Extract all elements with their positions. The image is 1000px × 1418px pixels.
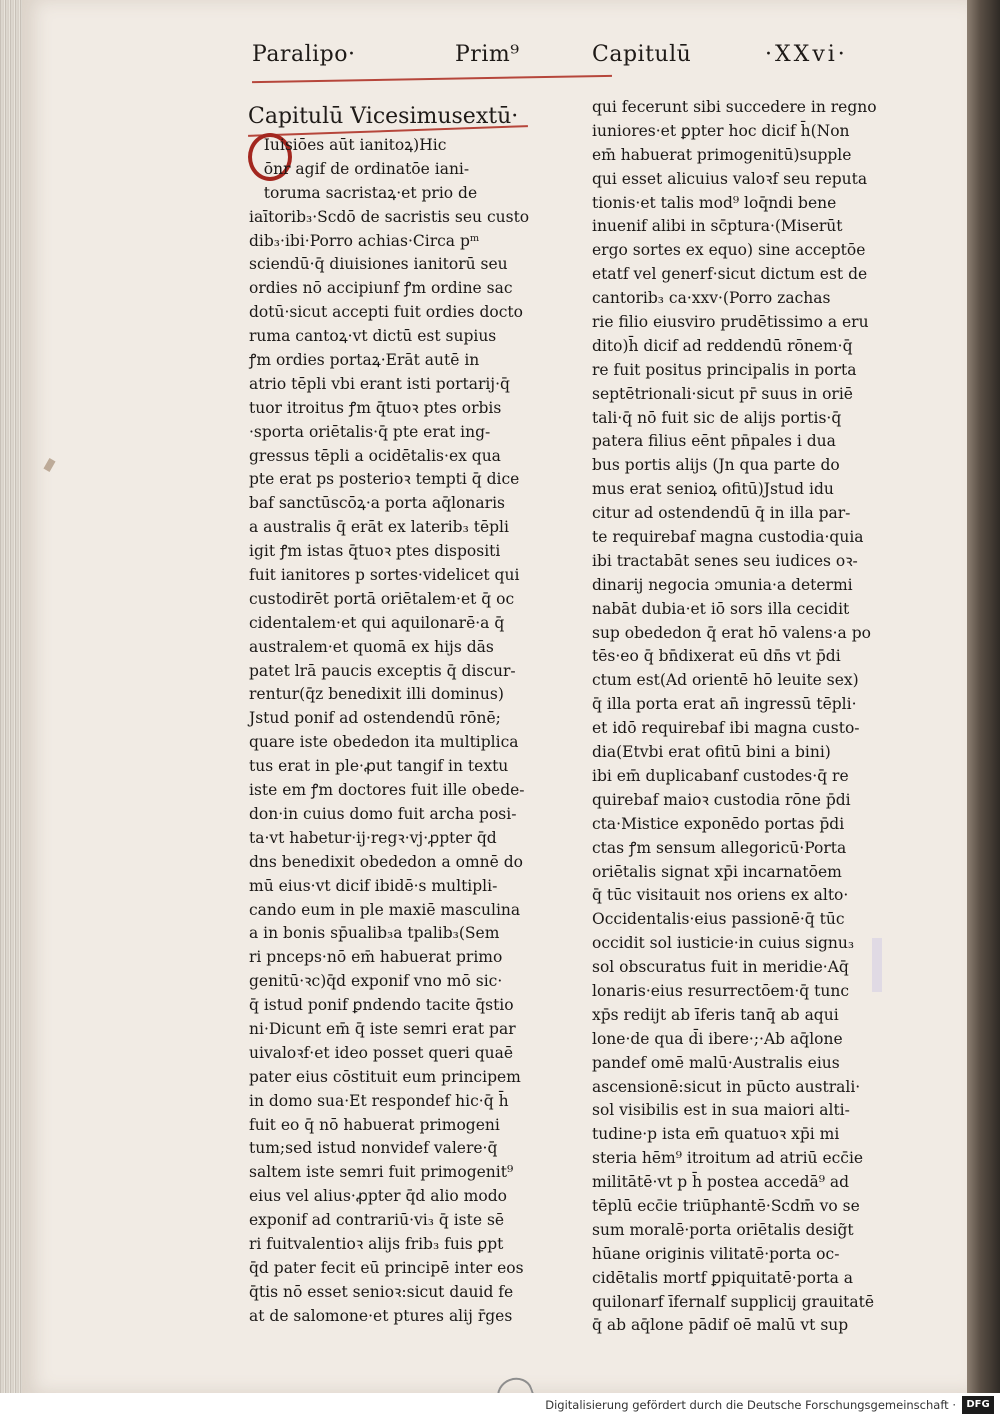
text-line: ctum est(Ad orientē hō leuite sex) [592,671,859,690]
running-head-volume: Prim⁹ [455,42,520,67]
text-line: ascensionē:sicut in pūcto australi· [592,1077,861,1096]
running-head-book [252,42,355,82]
text-line: dito)h̄ dicif ad reddendū rōnem·q̄ [592,336,853,355]
text-line: inuenif alibi in sc̄ptura·(Miserūt [592,217,843,236]
text-line: q̄ ab aq̄lone pādif oē malū vt sup [592,1316,849,1335]
text-line: sup obededon q̄ erat hō valens·a po [592,623,871,642]
text-line: sol visibilis est in sua maiori alti- [592,1101,850,1120]
text-line: occidit sol iusticie·in cuius signu₃ [592,934,855,953]
text-line: pandef omē malū·Australis eius [592,1053,840,1072]
text-line: toruma sacristaꝝ·et prio de [249,183,478,202]
chapter-heading: Capitulū Vicesimusextū· [248,104,519,129]
text-line: uivaloꝛf·et ideo posset queri quaē [249,1043,514,1062]
text-line: in domo sua·Et respondef hic·q̄ h̄ [249,1091,509,1110]
text-line: Occidentalis·eius passionē·q̄ tūc [592,910,845,929]
text-line: Jstud ponif ad ostendendū rōnē; [249,709,501,728]
text-line: ·sporta oriētalis·q̄ pte erat ing- [249,422,491,441]
footer-bar [0,1393,1000,1418]
text-line: q̄ illa porta erat an̄ ingressū tēpli· [592,695,857,714]
text-line: baf sanctūscōꝝ·a porta aq̄lonaris [249,494,505,513]
text-line: quilonarf īfernalf supplicij grauitatē [592,1292,875,1311]
text-line: cantorib₃ ca·xxv·(Porro zachas [592,289,831,308]
text-line: te requirebaf magna custodia·quia [592,528,864,547]
text-line: tus erat in ple·ꝓut tangif in textu [249,757,509,776]
text-line: rentur(q̄z benedixit illi dominus) [249,685,504,704]
text-line: atrio tēpli vbi erant isti portarij·q̄ [249,374,510,393]
text-line: eius vel alius·ꝓpter q̄d alio modo [249,1187,507,1206]
text-line: fuit eo q̄ nō habuerat primogeni [249,1115,500,1134]
text-line: bus portis alijs (Jn qua parte do [592,456,840,475]
text-line: custodirēt portā oriētalem·et q̄ oc [249,589,515,608]
running-head-chapter-number: ·XXvi· [765,42,848,67]
text-line: etatf vel generf·sicut dictum est de [592,265,868,284]
running-head-chapter-word: Capitulū [592,42,692,67]
text-line: oriētalis signat xp̄i incarnatōem [592,862,842,881]
text-line: ꝭm ordies portaꝝ·Erāt autē in [249,351,480,370]
text-line: patet lrā paucis exceptis q̄ discur- [249,661,516,680]
text-line: exponif ad contrariū·vi₃ q̄ iste sē [249,1211,505,1230]
text-line: sciendū·q̄ diuisiones ianitorū seu [249,255,508,274]
text-line: q̄ tūc visitauit nos oriens ex alto· [592,886,849,905]
text-line: ibi em̄ duplicabanf custodes·q̄ re [592,766,849,785]
text-line: iaītorib₃·Scdō de sacristis seu custo [249,207,530,226]
text-line: xp̄s redijt ab īferis tanq̄ ab aqui [592,1005,839,1024]
color-strip-mark [872,938,882,992]
text-line: ruma cantoꝝ·vt dictū est supius [249,327,497,346]
text-line: mū eius·vt dicif ibidē·s multipli- [249,876,498,895]
text-line: saltem iste semri fuit primogenit⁹ [249,1163,514,1182]
text-line: tēplū ecc̄ie triūphantē·Scdm̄ vo se [592,1196,860,1215]
text-line: qui fecerunt sibi succedere in regno [592,98,877,116]
text-line: tali·q̄ nō fuit sic de alijs portis·q̄ [592,408,842,427]
text-line: rie filio eiusviro prudētissimo a eru [592,313,869,332]
text-line: fuit ianitores p sortes·videlicet qui [249,566,520,585]
text-line: mus erat senioꝝ ofitū)Jstud idu [592,480,834,499]
text-line: dia(Etvbi erat ofitū bini a bini) [592,743,831,762]
text-line: et idō requirebaf ibi magna custo- [592,719,860,738]
text-line: cando eum in ple maxiē masculina [249,900,521,919]
text-line: nabāt dubia·et iō sors illa cecidit [592,599,850,618]
text-line: at de salomone·et ptures alij r̄ges [249,1306,513,1325]
text-line: don·in cuius domo fuit archa posi- [249,804,517,823]
text-line: ōnr agif de ordinatōe iani- [249,159,470,178]
text-line: q̄tis nō esset senioꝛ:sicut dauid fe [249,1282,514,1301]
text-line: iste em ꝭm doctores fuit ille obede- [249,781,525,800]
text-line: dotū·sicut accepti fuit ordies docto [249,303,523,322]
dfg-logo: DFG [962,1396,994,1414]
text-line: sum moralē·porta oriētalis desig̃t [592,1220,854,1239]
text-line: steria hēm⁹ itroitum ad atriū ecc̄ie [592,1149,864,1168]
text-line: q̄ istud ponif ꝑndendo tacite q̄stio [249,996,514,1015]
text-line: hūane originis vilitatē·porta oc- [592,1244,840,1263]
text-line: lonaris·eius resurrectōem·q̄ tunc [592,981,850,1000]
text-line: dinarij negocia ɔmunia·a determi [592,575,853,594]
text-line: tēs·eo q̄ bn̄dixerat eū dn̄s vt p̄di [592,647,841,666]
text-line: q̄d pater fecit eū principē inter eos [249,1258,524,1277]
running-head-book-text: Paralipo· [252,42,356,67]
text-line: a australis q̄ erāt ex laterib₃ tēpli [249,518,509,537]
text-line: quirebaf maioꝛ custodia rōne p̄di [592,790,851,809]
text-line: citur ad ostendendū q̄ in illa par- [592,504,851,523]
text-line: gressus tēpli a ocidētalis·ex qua [249,446,501,465]
text-line: tudine·p ista em̄ quatuoꝛ xp̄i mi [592,1125,840,1144]
text-line: tum;sed istud nonvidef valere·q̄ [249,1139,498,1158]
page-edge-stack [0,0,22,1393]
text-line: militātē·vt p h̄ postea accedā⁹ ad [592,1173,850,1192]
text-line: tionis·et talis mod⁹ loq̄ndi bene [592,193,837,212]
text-line: ta·vt habetur·ij·regꝛ·vj·ꝓpter q̄d [249,828,497,847]
text-line: ni·Dicunt em̄ q̄ iste semri erat par [249,1019,516,1038]
text-line: pte erat ps posterioꝛ tempti q̄ dice [249,470,520,489]
footer-credit: Digitalisierung gefördert durch die Deutsche Forschungsgemeinschaft · [545,1398,956,1412]
text-line: australem·et quomā ex hijs dās [249,637,494,656]
text-line: septētrionali·sicut pr̄ suus in oriē [592,384,853,403]
text-line: a in bonis sp̄ualib₃a tpalib₃(Sem [249,924,500,943]
text-line: ordies nō accipiunf ꝭm ordine sac [249,279,513,298]
text-line: ibi tractabāt senes seu iudices oꝛ- [592,551,858,570]
text-column-left [249,134,529,1329]
text-line: cidētalis mortf ꝑpiquitatē·porta a [592,1268,854,1287]
text-line: em̄ habuerat primogenitū)supple [592,145,852,164]
text-line: lone·de qua d̄i ibere·;·Ab aq̄lone [592,1029,843,1048]
text-line: Iuisiōes aūt ianitoꝝ)Hic [249,136,447,154]
text-line: cta·Mistice exponēdo portas p̄di [592,814,845,833]
text-line: qui esset alicuius valoꝛf seu reputa [592,169,868,188]
text-line: ri pnceps·nō em̄ habuerat primo [249,948,503,967]
book-spine [967,0,1000,1393]
text-line: ri fuitvalentioꝛ alijs frib₃ fuis ꝑpt [249,1234,504,1253]
text-line: re fuit positus principalis in porta [592,360,857,379]
text-line: dns benedixit obededon a omnē do [249,852,523,871]
text-line: pater eius cōstituit eum principem [249,1067,521,1086]
text-line: igit ꝭm istas q̄tuoꝛ ptes dispositi [249,542,501,561]
text-line: patera filius eēnt pn̄pales i dua [592,432,836,451]
text-line: genitū·ꝛc)q̄d exponif vno mō sic· [249,972,503,991]
text-line: tuor itroitus ꝭm q̄tuoꝛ ptes orbis [249,398,502,417]
text-line: ergo sortes ex equo) sine acceptōe [592,241,866,260]
text-line: sol obscuratus fuit in meridie·Aq̄ [592,958,849,977]
text-line: cidentalem·et qui aquilonarē·a q̄ [249,613,505,632]
text-line: iuniores·et ꝑpter hoc dicif h̄(Non [592,121,850,140]
text-line: ctas ꝭm sensum allegoricū·Porta [592,838,847,857]
text-line: quare iste obededon ita multiplica [249,733,519,752]
text-column-right [592,96,877,1338]
text-line: dib₃·ibi·Porro achias·Circa pᵐ [249,231,480,250]
